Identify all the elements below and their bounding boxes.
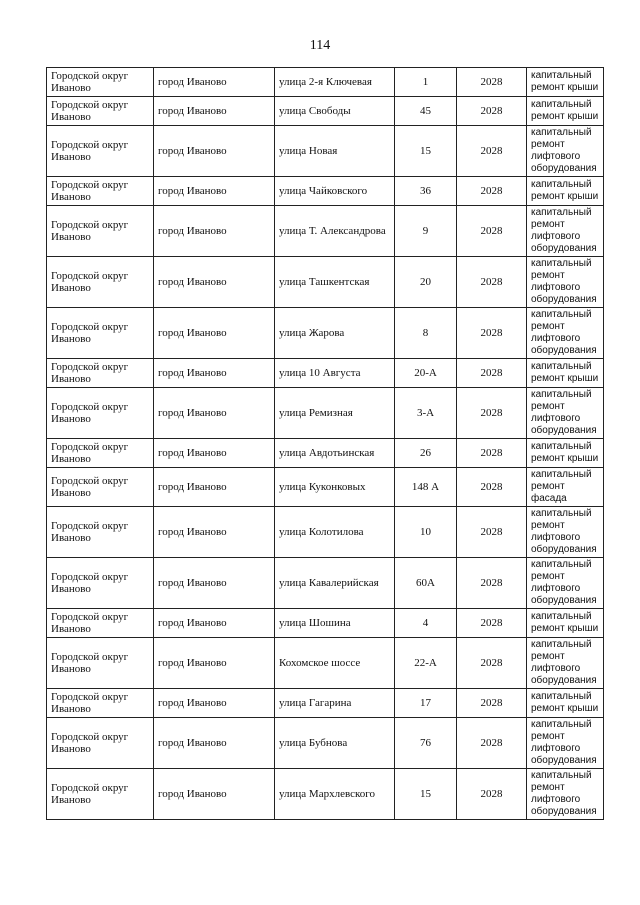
- cell-district: Городской округ Иваново: [47, 257, 154, 308]
- cell-city: город Иваново: [154, 177, 275, 206]
- cell-house-number: 15: [395, 769, 457, 820]
- cell-work-type: капитальный ремонт лифтового оборудования: [527, 206, 604, 257]
- table-row: [47, 769, 604, 820]
- cell-house-number: 3-А: [395, 388, 457, 439]
- cell-house-number: 45: [395, 97, 457, 126]
- cell-city: город Иваново: [154, 97, 275, 126]
- cell-district: Городской округ Иваново: [47, 638, 154, 689]
- cell-year: 2028: [457, 177, 527, 206]
- cell-work-type: капитальный ремонт крыши: [527, 609, 604, 638]
- table-row: [47, 97, 604, 126]
- cell-street: улица Колотилова: [275, 507, 395, 558]
- cell-work-type: капитальный ремонт крыши: [527, 359, 604, 388]
- cell-district: Городской округ Иваново: [47, 718, 154, 769]
- table-row: [47, 257, 604, 308]
- cell-city: город Иваново: [154, 769, 275, 820]
- cell-city: город Иваново: [154, 718, 275, 769]
- table-row: [47, 439, 604, 468]
- cell-street: улица Шошина: [275, 609, 395, 638]
- cell-street: улица Чайковского: [275, 177, 395, 206]
- cell-year: 2028: [457, 68, 527, 97]
- cell-district: Городской округ Иваново: [47, 558, 154, 609]
- cell-year: 2028: [457, 97, 527, 126]
- table-row: [47, 126, 604, 177]
- table-row: [47, 468, 604, 507]
- cell-house-number: 1: [395, 68, 457, 97]
- cell-street: улица Куконковых: [275, 468, 395, 507]
- cell-city: город Иваново: [154, 507, 275, 558]
- cell-house-number: 60А: [395, 558, 457, 609]
- table-body: [47, 68, 604, 820]
- cell-district: Городской округ Иваново: [47, 68, 154, 97]
- cell-city: город Иваново: [154, 359, 275, 388]
- cell-district: Городской округ Иваново: [47, 308, 154, 359]
- cell-house-number: 8: [395, 308, 457, 359]
- cell-work-type: капитальный ремонт лифтового оборудования: [527, 388, 604, 439]
- table-row: [47, 206, 604, 257]
- cell-house-number: 76: [395, 718, 457, 769]
- cell-house-number: 17: [395, 689, 457, 718]
- cell-year: 2028: [457, 257, 527, 308]
- cell-work-type: капитальный ремонт лифтового оборудования: [527, 507, 604, 558]
- repair-schedule-table: [46, 67, 604, 820]
- table-row: [47, 689, 604, 718]
- cell-district: Городской округ Иваново: [47, 609, 154, 638]
- cell-district: Городской округ Иваново: [47, 439, 154, 468]
- cell-year: 2028: [457, 769, 527, 820]
- cell-year: 2028: [457, 468, 527, 507]
- cell-house-number: 20: [395, 257, 457, 308]
- cell-house-number: 15: [395, 126, 457, 177]
- cell-district: Городской округ Иваново: [47, 769, 154, 820]
- cell-city: город Иваново: [154, 638, 275, 689]
- cell-work-type: капитальный ремонт лифтового оборудования: [527, 769, 604, 820]
- cell-street: улица Мархлевского: [275, 769, 395, 820]
- cell-year: 2028: [457, 126, 527, 177]
- cell-district: Городской округ Иваново: [47, 126, 154, 177]
- cell-year: 2028: [457, 689, 527, 718]
- table-row: [47, 558, 604, 609]
- cell-year: 2028: [457, 507, 527, 558]
- cell-work-type: капитальный ремонт крыши: [527, 68, 604, 97]
- cell-street: улица Бубнова: [275, 718, 395, 769]
- cell-year: 2028: [457, 609, 527, 638]
- cell-street: улица Ташкентская: [275, 257, 395, 308]
- cell-district: Городской округ Иваново: [47, 388, 154, 439]
- cell-year: 2028: [457, 308, 527, 359]
- table-row: [47, 507, 604, 558]
- cell-house-number: 22-А: [395, 638, 457, 689]
- cell-city: город Иваново: [154, 468, 275, 507]
- cell-city: город Иваново: [154, 609, 275, 638]
- cell-house-number: 4: [395, 609, 457, 638]
- cell-district: Городской округ Иваново: [47, 359, 154, 388]
- cell-city: город Иваново: [154, 388, 275, 439]
- cell-work-type: капитальный ремонт лифтового оборудования: [527, 638, 604, 689]
- cell-district: Городской округ Иваново: [47, 206, 154, 257]
- table-row: [47, 609, 604, 638]
- cell-street: улица 10 Августа: [275, 359, 395, 388]
- cell-work-type: капитальный ремонт фасада: [527, 468, 604, 507]
- cell-street: улица Свободы: [275, 97, 395, 126]
- cell-street: улица Жарова: [275, 308, 395, 359]
- cell-house-number: 9: [395, 206, 457, 257]
- cell-street: улица Ремизная: [275, 388, 395, 439]
- cell-year: 2028: [457, 718, 527, 769]
- cell-city: город Иваново: [154, 206, 275, 257]
- table-row: [47, 177, 604, 206]
- table-row: [47, 68, 604, 97]
- table-row: [47, 388, 604, 439]
- table-row: [47, 359, 604, 388]
- cell-street: улица Новая: [275, 126, 395, 177]
- cell-district: Городской округ Иваново: [47, 468, 154, 507]
- cell-year: 2028: [457, 558, 527, 609]
- cell-city: город Иваново: [154, 558, 275, 609]
- cell-year: 2028: [457, 206, 527, 257]
- cell-house-number: 10: [395, 507, 457, 558]
- cell-city: город Иваново: [154, 68, 275, 97]
- cell-street: улица Гагарина: [275, 689, 395, 718]
- cell-year: 2028: [457, 359, 527, 388]
- table-row: [47, 308, 604, 359]
- cell-work-type: капитальный ремонт крыши: [527, 177, 604, 206]
- cell-work-type: капитальный ремонт лифтового оборудования: [527, 718, 604, 769]
- table-row: [47, 718, 604, 769]
- cell-year: 2028: [457, 638, 527, 689]
- cell-district: Городской округ Иваново: [47, 177, 154, 206]
- cell-work-type: капитальный ремонт лифтового оборудования: [527, 308, 604, 359]
- cell-street: улица 2-я Ключевая: [275, 68, 395, 97]
- cell-city: город Иваново: [154, 439, 275, 468]
- cell-work-type: капитальный ремонт лифтового оборудования: [527, 126, 604, 177]
- cell-street: улица Кавалерийская: [275, 558, 395, 609]
- cell-work-type: капитальный ремонт крыши: [527, 439, 604, 468]
- cell-house-number: 36: [395, 177, 457, 206]
- cell-city: город Иваново: [154, 689, 275, 718]
- cell-district: Городской округ Иваново: [47, 97, 154, 126]
- cell-work-type: капитальный ремонт лифтового оборудования: [527, 257, 604, 308]
- cell-house-number: 20-А: [395, 359, 457, 388]
- cell-work-type: капитальный ремонт лифтового оборудования: [527, 558, 604, 609]
- cell-district: Городской округ Иваново: [47, 689, 154, 718]
- cell-street: улица Авдотьинская: [275, 439, 395, 468]
- cell-house-number: 26: [395, 439, 457, 468]
- cell-street: улица Т. Александрова: [275, 206, 395, 257]
- cell-city: город Иваново: [154, 257, 275, 308]
- cell-work-type: капитальный ремонт крыши: [527, 689, 604, 718]
- cell-year: 2028: [457, 388, 527, 439]
- cell-year: 2028: [457, 439, 527, 468]
- cell-work-type: капитальный ремонт крыши: [527, 97, 604, 126]
- cell-city: город Иваново: [154, 308, 275, 359]
- cell-street: Кохомское шоссе: [275, 638, 395, 689]
- cell-house-number: 148 А: [395, 468, 457, 507]
- cell-city: город Иваново: [154, 126, 275, 177]
- cell-district: Городской округ Иваново: [47, 507, 154, 558]
- table-row: [47, 638, 604, 689]
- page-number: 114: [309, 38, 331, 53]
